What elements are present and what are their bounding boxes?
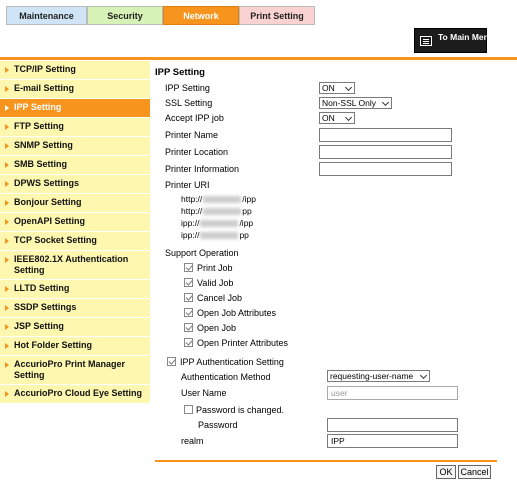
sidebar-item[interactable] <box>0 232 150 251</box>
sidebar-item[interactable] <box>0 118 150 137</box>
to-main-menu-button[interactable] <box>414 28 495 53</box>
arrow-right-icon <box>5 105 9 111</box>
arrow-right-icon <box>5 67 9 73</box>
arrow-right-icon <box>5 143 9 149</box>
sidebar-item[interactable] <box>0 299 150 318</box>
redacted-address <box>203 208 241 215</box>
tab-network[interactable]: Network <box>163 6 239 25</box>
operation-checkbox[interactable] <box>184 293 193 302</box>
sidebar-item-label: E-mail Setting <box>14 83 75 93</box>
sidebar-item[interactable] <box>0 385 150 404</box>
sidebar-item-label: IEEE802.1X Authentication Setting <box>14 254 129 275</box>
arrow-right-icon <box>5 324 9 330</box>
authentication-method-select[interactable] <box>327 370 430 382</box>
user-name-label: User Name <box>181 388 227 398</box>
arrow-right-icon <box>5 391 9 397</box>
cancel-button[interactable]: Cancel <box>458 465 491 479</box>
redacted-address <box>200 220 238 227</box>
sidebar <box>0 61 150 404</box>
redacted-address <box>200 232 238 239</box>
password-changed-label: Password is changed. <box>196 405 285 415</box>
ssl-setting-label: SSL Setting <box>165 98 213 108</box>
sidebar-item[interactable] <box>0 280 150 299</box>
password-changed-checkbox[interactable] <box>184 405 193 414</box>
ipp-setting-label: IPP Setting <box>165 83 210 93</box>
operation-label: Open Printer Attributes <box>197 338 289 348</box>
page-title: IPP Setting <box>155 67 205 78</box>
sidebar-item-label: Hot Folder Setting <box>14 340 92 350</box>
arrow-right-icon <box>5 162 9 168</box>
ssl-setting-value: Non-SSL Only <box>322 98 377 108</box>
tab-print-setting[interactable]: Print Setting <box>239 6 315 25</box>
operation-checkbox[interactable] <box>184 308 193 317</box>
sidebar-item[interactable] <box>0 80 150 99</box>
sidebar-item[interactable] <box>0 156 150 175</box>
sidebar-item[interactable] <box>0 175 150 194</box>
menu-icon <box>420 36 432 46</box>
arrow-right-icon <box>5 257 9 263</box>
printer-uri <box>181 230 249 240</box>
printer-uri <box>181 194 256 204</box>
sidebar-item[interactable] <box>0 251 150 280</box>
sidebar-item-label: DPWS Settings <box>14 178 80 188</box>
top-divider <box>0 57 517 60</box>
user-name-input[interactable] <box>327 386 458 400</box>
operation-label: Open Job <box>197 323 237 333</box>
uri-suffix: /ipp <box>239 218 254 228</box>
realm-value: IPP <box>331 436 345 446</box>
operation-label: Cancel Job <box>197 293 243 303</box>
to-main-menu-label: To Main Menu <box>438 32 495 42</box>
chevron-down-icon <box>420 372 427 379</box>
chevron-down-icon <box>345 114 352 121</box>
operation-checkbox[interactable] <box>184 263 193 272</box>
uri-suffix: pp <box>239 230 249 240</box>
sidebar-item-label: SNMP Setting <box>14 140 73 150</box>
tab-maintenance[interactable]: Maintenance <box>6 6 87 25</box>
support-operation-label: Support Operation <box>165 248 239 258</box>
uri-suffix: /ipp <box>242 194 256 204</box>
arrow-right-icon <box>5 181 9 187</box>
redacted-address <box>203 196 241 203</box>
operation-checkbox[interactable] <box>184 338 193 347</box>
password-input[interactable] <box>327 418 458 432</box>
user-name-value: user <box>331 388 348 398</box>
sidebar-item-label: AccurioPro Cloud Eye Setting <box>14 388 143 398</box>
sidebar-item-label: OpenAPI Setting <box>14 216 86 226</box>
sidebar-item-label: SSDP Settings <box>14 302 77 312</box>
operation-label: Valid Job <box>197 278 234 288</box>
arrow-right-icon <box>5 362 9 368</box>
password-label: Password <box>198 420 238 430</box>
accept-ipp-job-select[interactable] <box>319 112 355 124</box>
arrow-right-icon <box>5 200 9 206</box>
uri-prefix: ipp:// <box>181 230 200 240</box>
printer-uri <box>181 218 253 228</box>
sidebar-item-label: IPP Setting <box>14 102 62 112</box>
chevron-down-icon <box>382 99 389 106</box>
sidebar-item[interactable] <box>0 318 150 337</box>
operation-checkbox[interactable] <box>184 323 193 332</box>
operation-label: Print Job <box>197 263 233 273</box>
sidebar-item-label: TCP Socket Setting <box>14 235 97 245</box>
arrow-right-icon <box>5 86 9 92</box>
authentication-method-label: Authentication Method <box>181 372 271 382</box>
arrow-right-icon <box>5 343 9 349</box>
sidebar-item-label: TCP/IP Setting <box>14 64 76 74</box>
printer-information-input[interactable] <box>319 162 452 176</box>
sidebar-item-label: Bonjour Setting <box>14 197 82 207</box>
sidebar-item-label: FTP Setting <box>14 121 64 131</box>
realm-input[interactable] <box>327 434 458 448</box>
arrow-right-icon <box>5 238 9 244</box>
ipp-authentication-checkbox[interactable] <box>167 357 176 366</box>
ipp-authentication-label: IPP Authentication Setting <box>180 357 284 367</box>
arrow-right-icon <box>5 286 9 292</box>
sidebar-item[interactable] <box>0 61 150 80</box>
printer-uri <box>181 206 252 216</box>
uri-prefix: http:// <box>181 206 203 216</box>
authentication-method-value: requesting-user-name <box>330 371 414 381</box>
printer-uri-label: Printer URI <box>165 180 210 190</box>
printer-name-label: Printer Name <box>165 130 219 140</box>
uri-prefix: ipp:// <box>181 218 200 228</box>
sidebar-item[interactable] <box>0 137 150 156</box>
sidebar-item[interactable] <box>0 213 150 232</box>
uri-prefix: http:// <box>181 194 203 204</box>
arrow-right-icon <box>5 219 9 225</box>
chevron-down-icon <box>345 84 352 91</box>
sidebar-item-label: LLTD Setting <box>14 283 70 293</box>
sidebar-item-label: SMB Setting <box>14 159 67 169</box>
ok-button[interactable]: OK <box>436 465 456 479</box>
ipp-setting-select[interactable] <box>319 82 355 94</box>
printer-location-input[interactable] <box>319 145 452 159</box>
operation-label: Open Job Attributes <box>197 308 277 318</box>
sidebar-item[interactable] <box>0 194 150 213</box>
arrow-right-icon <box>5 305 9 311</box>
uri-suffix: pp <box>242 206 252 216</box>
sidebar-item[interactable] <box>0 356 150 385</box>
operation-checkbox[interactable] <box>184 278 193 287</box>
accept-ipp-job-value: ON <box>322 113 335 123</box>
bottom-divider <box>155 460 497 462</box>
tab-security[interactable]: Security <box>87 6 163 25</box>
ipp-setting-value: ON <box>322 83 335 93</box>
sidebar-item-label: JSP Setting <box>14 321 64 331</box>
arrow-right-icon <box>5 124 9 130</box>
printer-location-label: Printer Location <box>165 147 229 157</box>
accept-ipp-job-label: Accept IPP job <box>165 113 224 123</box>
sidebar-item-label: AccurioPro Print Manager Setting <box>14 359 126 380</box>
printer-information-label: Printer Information <box>165 164 240 174</box>
sidebar-item[interactable] <box>0 337 150 356</box>
sidebar-item[interactable] <box>0 99 150 118</box>
printer-name-input[interactable] <box>319 128 452 142</box>
realm-label: realm <box>181 436 204 446</box>
ssl-setting-select[interactable] <box>319 97 392 109</box>
